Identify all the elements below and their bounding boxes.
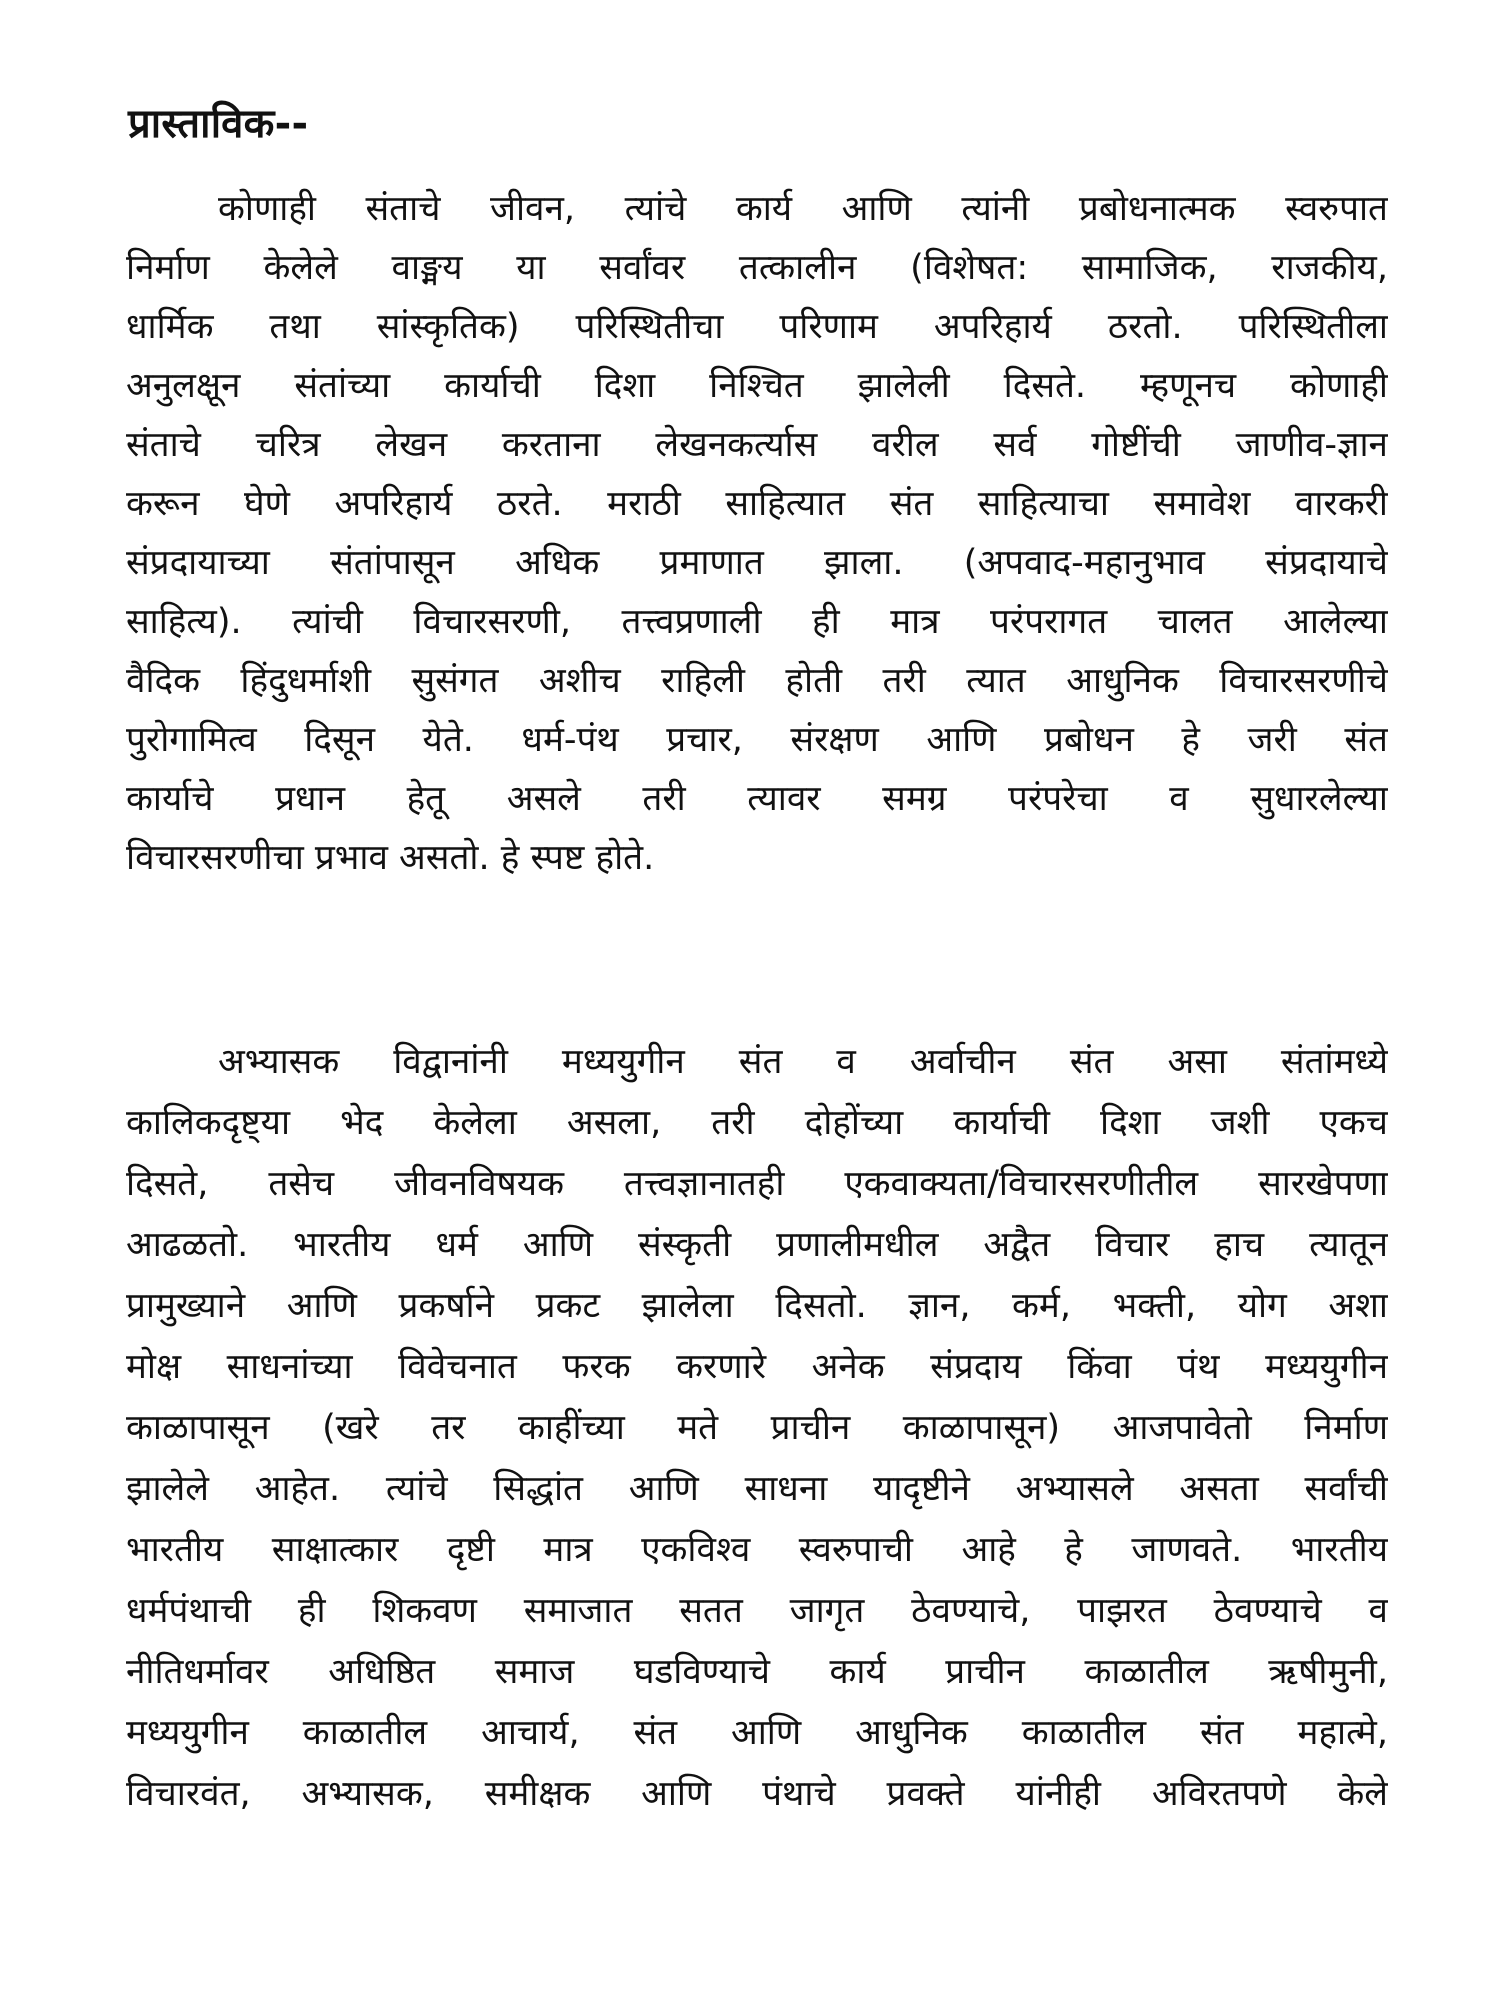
section-heading: प्रास्ताविक-- [128,101,309,147]
paragraph-1 [126,180,1388,888]
paragraph-line: अभ्यासक विद्वानांनी मध्ययुगीन संत व अर्वाचीन संत असा संतांमध्ये [218,1042,1388,1082]
paragraph-line: मध्ययुगीन काळातील आचार्य, संत आणि आधुनिक काळातील संत महात्मे, [126,1713,1388,1753]
paragraph-line: आढळतो. भारतीय धर्म आणि संस्कृती प्रणालीमधील अद्वैत विचार हाच त्यातून [126,1225,1388,1265]
paragraph-line: साहित्य). त्यांची विचारसरणी, तत्त्वप्रणाली ही मात्र परंपरागत चालत आलेल्या [126,602,1388,642]
paragraph-line: विचारसरणीचा प्रभाव असतो. हे स्पष्ट होते. [126,838,655,878]
paragraph-line: कार्याचे प्रधान हेतू असले तरी त्यावर समग्र परंपरेचा व सुधारलेल्या [126,779,1388,819]
paragraph-line: प्रामुख्याने आणि प्रकर्षाने प्रकट झालेला दिसतो. ज्ञान, कर्म, भक्ती, योग अशा [126,1286,1388,1326]
paragraph-line: वैदिक हिंदुधर्माशी सुसंगत अशीच राहिली होती तरी त्यात आधुनिक विचारसरणीचे [126,661,1388,701]
paragraph-line: नीतिधर्मावर अधिष्ठित समाज घडविण्याचे कार्य प्राचीन काळातील ऋषीमुनी, [126,1652,1388,1692]
paragraph-line: दिसते, तसेच जीवनविषयक तत्त्वज्ञानातही एकवाक्यता/विचारसरणीतील सारखेपणा [126,1164,1388,1204]
paragraph-line: भारतीय साक्षात्कार दृष्टी मात्र एकविश्व स्वरुपाची आहे हे जाणवते. भारतीय [126,1530,1388,1570]
paragraph-2 [126,1032,1388,1825]
paragraph-line: निर्माण केलेले वाङ्मय या सर्वांवर तत्कालीन (विशेषत: सामाजिक, राजकीय, [126,248,1388,288]
paragraph-line: करून घेणे अपरिहार्य ठरते. मराठी साहित्यात संत साहित्याचा समावेश वारकरी [126,484,1388,524]
paragraph-line: धर्मपंथाची ही शिकवण समाजात सतत जागृत ठेवण्याचे, पाझरत ठेवण्याचे व [126,1591,1388,1631]
paragraph-line: कालिकदृष्ट्या भेद केलेला असला, तरी दोहोंच्या कार्याची दिशा जशी एकच [126,1103,1388,1143]
paragraph-line: झालेले आहेत. त्यांचे सिद्धांत आणि साधना यादृष्टीने अभ्यासले असता सर्वांची [126,1469,1388,1509]
paragraph-line: काळापासून (खरे तर काहींच्या मते प्राचीन काळापासून) आजपावेतो निर्माण [126,1408,1388,1448]
paragraph-line: मोक्ष साधनांच्या विवेचनात फरक करणारे अनेक संप्रदाय किंवा पंथ मध्ययुगीन [126,1347,1388,1387]
paragraph-line: पुरोगामित्व दिसून येते. धर्म-पंथ प्रचार, संरक्षण आणि प्रबोधन हे जरी संत [126,720,1388,760]
paragraph-line: संताचे चरित्र लेखन करताना लेखनकर्त्यास वरील सर्व गोष्टींची जाणीव-ज्ञान [126,425,1388,465]
paragraph-line: विचारवंत, अभ्यासक, समीक्षक आणि पंथाचे प्रवक्ते यांनीही अविरतपणे केले [126,1774,1388,1814]
paragraph-line: कोणाही संताचे जीवन, त्यांचे कार्य आणि त्यांनी प्रबोधनात्मक स्वरुपात [218,189,1388,229]
paragraph-line: संप्रदायाच्या संतांपासून अधिक प्रमाणात झाला. (अपवाद-महानुभाव संप्रदायाचे [126,543,1388,583]
paragraph-line: धार्मिक तथा सांस्कृतिक) परिस्थितीचा परिणाम अपरिहार्य ठरतो. परिस्थितीला [126,307,1388,347]
paragraph-line: अनुलक्षून संतांच्या कार्याची दिशा निश्चित झालेली दिसते. म्हणूनच कोणाही [126,366,1388,406]
